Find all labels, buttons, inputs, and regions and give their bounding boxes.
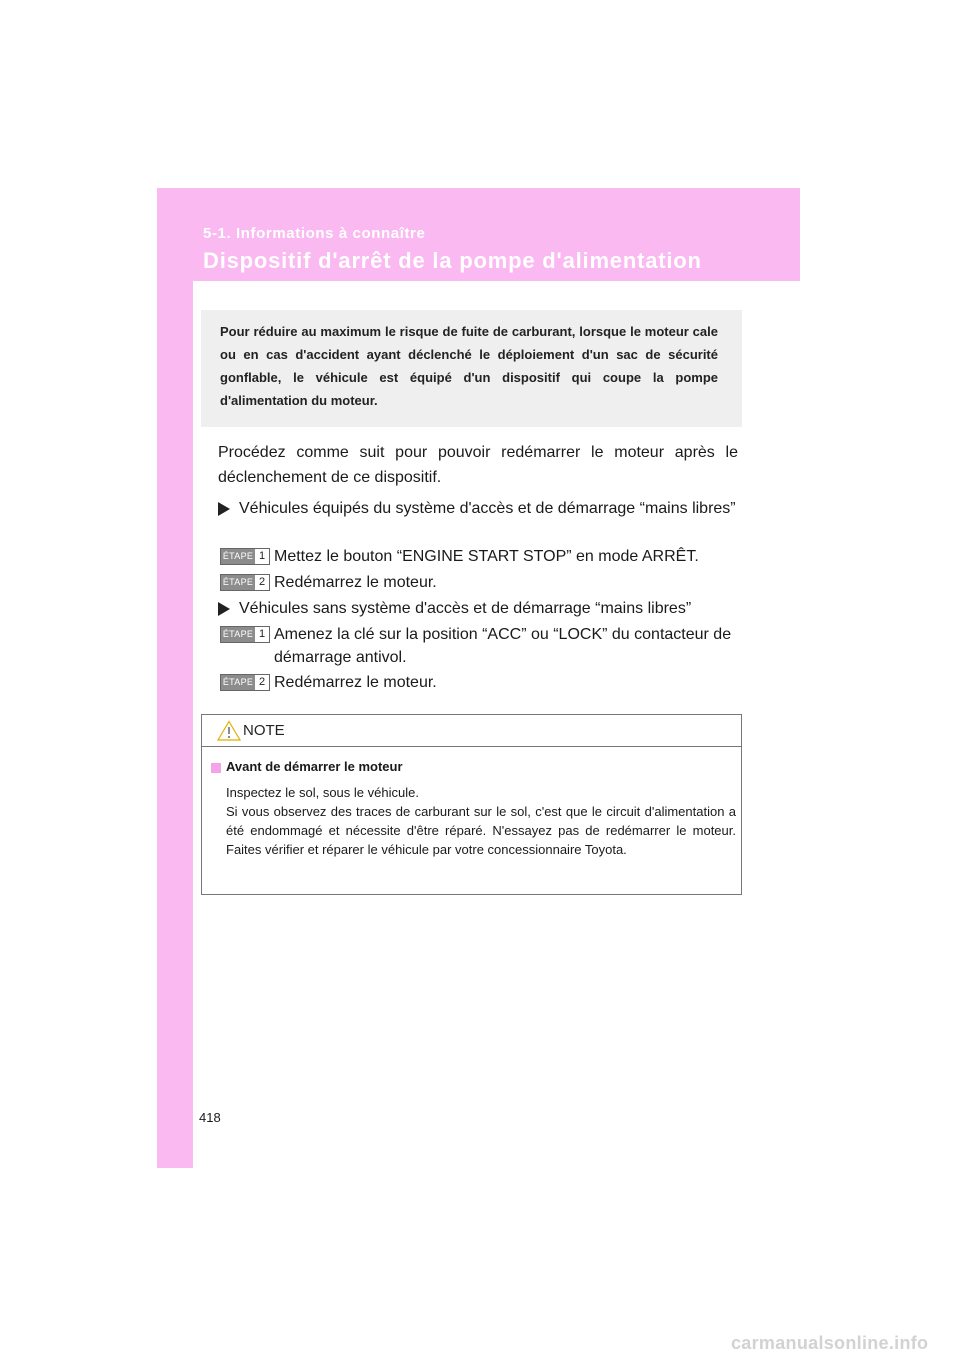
step-badge — [220, 548, 270, 565]
step-badge-number: 1 — [258, 550, 266, 562]
triangle-bullet-icon — [218, 502, 230, 516]
note-subtitle: Avant de démarrer le moteur — [226, 759, 403, 774]
group-heading-no-keyless — [218, 596, 738, 621]
step-badge-label: ÉTAPE — [221, 549, 255, 564]
square-bullet-icon — [211, 763, 221, 773]
step-badge — [220, 574, 270, 591]
note-box — [201, 714, 742, 895]
step-badge-label: ÉTAPE — [221, 575, 255, 590]
step-badge-number: 2 — [258, 576, 266, 588]
group-heading-text: Véhicules sans système d'accès et de démarrage “mains libres” — [239, 600, 692, 617]
group-heading-text: Véhicules équipés du système d'accès et de démarrage “mains libres” — [239, 500, 736, 517]
warning-triangle-icon — [217, 720, 241, 741]
body-paragraph: Procédez comme suit pour pouvoir redémarrer le moteur après le déclenchement de ce dispositif. — [218, 444, 738, 486]
step-badge-number: 2 — [258, 676, 266, 688]
group-heading-keyless — [218, 496, 738, 521]
step-item — [220, 623, 740, 669]
step-badge-label: ÉTAPE — [221, 627, 255, 642]
note-line: Inspectez le sol, sous le véhicule. — [226, 785, 419, 800]
step-badge — [220, 626, 270, 643]
step-text: Redémarrez le moteur. — [274, 674, 437, 691]
step-text: Mettez le bouton “ENGINE START STOP” en mode ARRÊT. — [274, 548, 699, 565]
intro-text: Pour réduire au maximum le risque de fuite de carburant, lorsque le moteur cale ou en cas d'accident ayant déclenché le déploiement d'un sac de sécurité gonflable, le véhicule est équipé d'un dispositif qui coupe la pompe d'alimentation du moteur. — [220, 324, 718, 408]
page-number: 418 — [199, 1110, 221, 1125]
side-color-strip — [157, 188, 193, 1168]
note-body — [226, 783, 736, 859]
note-label: NOTE — [243, 722, 285, 739]
triangle-bullet-icon — [218, 602, 230, 616]
step-item — [220, 545, 740, 568]
step-badge-label: ÉTAPE — [221, 675, 255, 690]
step-badge-number: 1 — [258, 628, 266, 640]
section-label: 5-1. Informations à connaître — [203, 225, 426, 242]
step-item — [220, 571, 740, 594]
note-paragraph: Si vous observez des traces de carburant sur le sol, c'est que le circuit d'alimentation a été endommagé et nécessite d'être réparé. N'essayez pas de redémarrer le moteur. Faites vérifier et réparer le véhicule par votre concessionnaire Toyota. — [226, 804, 736, 857]
step-badge — [220, 674, 270, 691]
note-header — [202, 715, 741, 747]
step-text: Amenez la clé sur la position “ACC” ou “LOCK” du contacteur de démarrage antivol. — [274, 626, 732, 666]
intro-box — [201, 310, 742, 427]
step-text: Redémarrez le moteur. — [274, 574, 437, 591]
page-title: Dispositif d'arrêt de la pompe d'alimentation — [203, 248, 702, 273]
step-item — [220, 671, 740, 694]
watermark: carmanualsonline.info — [731, 1333, 929, 1353]
